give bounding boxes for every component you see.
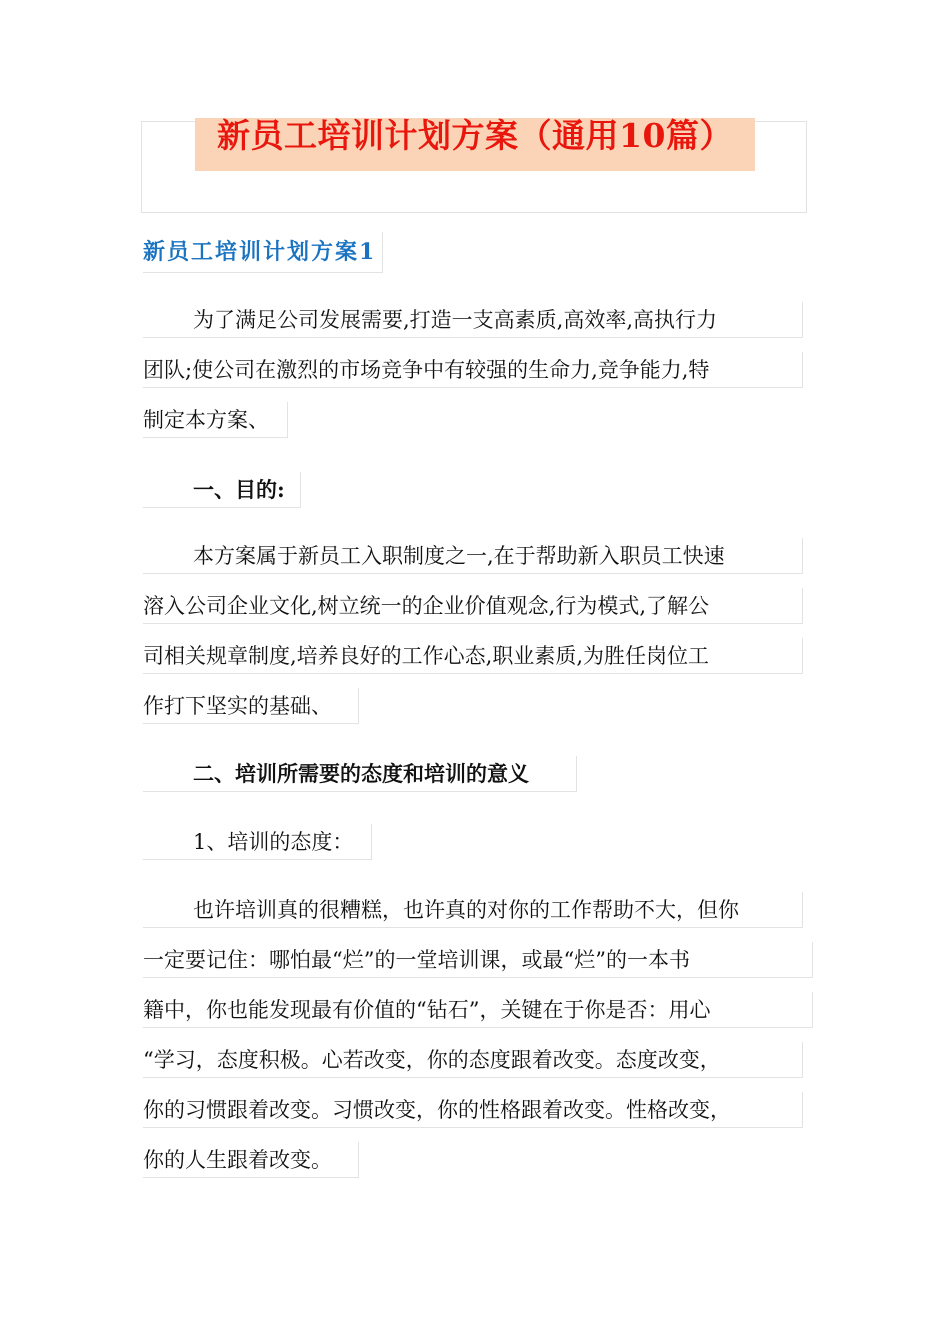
intro-line-3: 制定本方案、 xyxy=(143,402,288,438)
subsection-1-heading: 1、培训的态度： xyxy=(143,824,372,860)
section-1-line-2: 溶入公司企业文化,树立统一的企业价值观念,行为模式,了解公 xyxy=(143,588,803,624)
section-subtitle: 新员工培训计划方案1 xyxy=(143,232,383,273)
subsection-1-line-5: 你的习惯跟着改变。习惯改变，你的性格跟着改变。性格改变， xyxy=(143,1092,803,1128)
section-2-heading: 二、培训所需要的态度和培训的意义 xyxy=(143,756,577,792)
subsection-1-line-2: 一定要记住：哪怕最“烂”的一堂培训课，或最“烂”的一本书 xyxy=(143,942,813,978)
subsection-1-line-4: “学习，态度积极。心若改变，你的态度跟着改变。态度改变， xyxy=(143,1042,803,1078)
section-1-line-4: 作打下坚实的基础、 xyxy=(143,688,359,724)
section-1-line-3: 司相关规章制度,培养良好的工作心态,职业素质,为胜任岗位工 xyxy=(143,638,803,674)
subsection-1-line-1: 也许培训真的很糟糕，也许真的对你的工作帮助不大，但你 xyxy=(143,892,803,928)
subsection-1-line-3: 籍中，你也能发现最有价值的“钻石”，关键在于你是否：用心 xyxy=(143,992,813,1028)
intro-line-1: 为了满足公司发展需要,打造一支高素质,高效率,高执行力 xyxy=(143,302,803,338)
section-1-line-1: 本方案属于新员工入职制度之一,在于帮助新入职员工快速 xyxy=(143,538,803,574)
document-title: 新员工培训计划方案（通用10篇） xyxy=(217,116,733,155)
intro-line-2: 团队;使公司在激烈的市场竞争中有较强的生命力,竞争能力,特 xyxy=(143,352,803,388)
subsection-1-line-6: 你的人生跟着改变。 xyxy=(143,1142,359,1178)
section-1-heading: 一、目的: xyxy=(143,472,301,508)
